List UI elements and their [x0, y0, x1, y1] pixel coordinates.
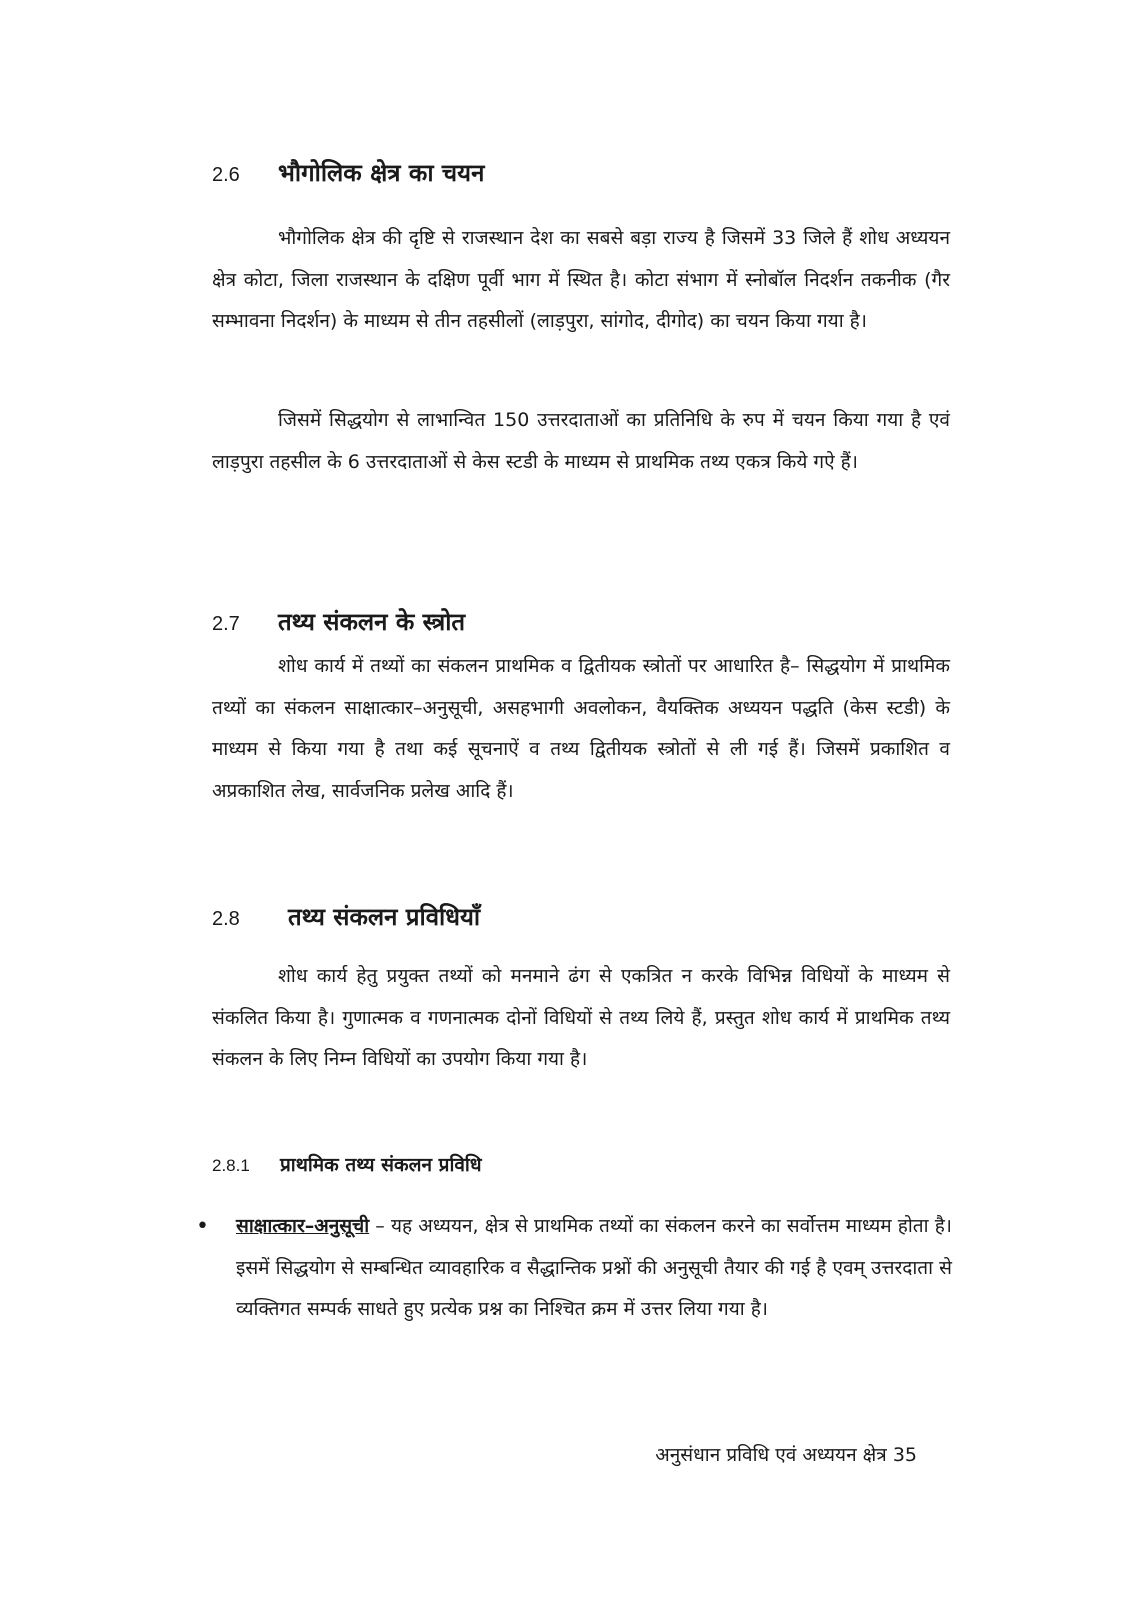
- section-number: 2.6: [212, 164, 240, 186]
- section-number: 2.7: [212, 613, 240, 635]
- bullet-description: – यह अध्ययन, क्षेत्र से प्राथमिक तथ्यों का संकलन करने का सर्वोत्तम माध्यम होता है। इसमें सिद्धयोग से सम्बन्धित व्यावहारिक व सैद्धान्तिक प्रश्नों की अनुसूची तैयार की गई है एवम् उत्तरदाता से व्यक्तिगत सम्पर्क साधते हुए प्रत्येक प्रश्न का निश्चित क्रम में उत्तर लिया गया है।: [236, 1215, 952, 1320]
- section-2-6-heading: [212, 158, 484, 190]
- running-title: अनुसंधान प्रविधि एवं अध्ययन क्षेत्र: [655, 1444, 887, 1466]
- section-title: भौगोलिक क्षेत्र का चयन: [278, 159, 485, 187]
- section-2-6-paragraph-2: जिसमें सिद्धयोग से लाभान्वित 150 उत्तरदाताओं का प्रतिनिधि के रुप में चयन किया गया है एवं लाड़पुरा तहसील के 6 उत्तरदाताओं से केस स्टडी के माध्यम से प्राथमिक तथ्य एकत्र किये गऐ हैं।: [212, 409, 950, 473]
- section-2-8-heading: [212, 902, 480, 934]
- section-2-7-heading: [212, 607, 465, 639]
- bullet-term: साक्षात्कार–अनुसूची: [236, 1215, 370, 1237]
- subsection-2-8-1-heading: [212, 1150, 482, 1181]
- section-number: 2.8: [212, 908, 240, 930]
- section-2-6-paragraph-1: भौगोलिक क्षेत्र की दृष्टि से राजस्थान देश का सबसे बड़ा राज्य है जिसमें 33 जिले हैं शोध अध्ययन क्षेत्र कोटा, जिला राजस्थान के दक्षिण पूर्वी भाग में स्थित है। कोटा संभाग में स्नोबॉल निदर्शन तकनीक (गैर सम्भावना निदर्शन) के माध्यम से तीन तहसीलों (लाड़पुरा, सांगोद, दीगोद) का चयन किया गया है।: [212, 227, 950, 332]
- subsection-number: 2.8.1: [212, 1156, 250, 1175]
- section-title: तथ्य संकलन के स्त्रोत: [278, 608, 466, 636]
- subsection-title: प्राथमिक तथ्य संकलन प्रविधि: [280, 1154, 482, 1176]
- page-number: 35: [892, 1444, 917, 1466]
- page-footer: [655, 1440, 917, 1470]
- bullet-list-item: [196, 1206, 952, 1331]
- section-2-7-paragraph: शोध कार्य में तथ्यों का संकलन प्राथमिक व द्वितीयक स्त्रोतों पर आधारित है– सिद्धयोग में प्राथमिक तथ्यों का संकलन साक्षात्कार–अनुसूची, असहभागी अवलोकन, वैयक्तिक अध्ययन पद्धति (केस स्टडी) के माध्यम से किया गया है तथा कई सूचनाऐं व तथ्य द्वितीयक स्त्रोतों से ली गई हैं। जिसमें प्रकाशित व अप्रकाशित लेख, सार्वजनिक प्रलेख आदि हैं।: [212, 655, 950, 802]
- section-title: तथ्य संकलन प्रविधियाँ: [288, 903, 481, 931]
- section-2-8-paragraph: शोध कार्य हेतु प्रयुक्त तथ्यों को मनमाने ढंग से एकत्रित न करके विभिन्न विधियों के माध्यम से संकलित किया है। गुणात्मक व गणनात्मक दोनों विधियों से तथ्य लिये हैं, प्रस्तुत शोध कार्य में प्राथमिक तथ्य संकलन के लिए निम्न विधियों का उपयोग किया गया है।: [212, 965, 950, 1070]
- bullet-text: [236, 1206, 952, 1331]
- bullet-icon: •: [196, 1214, 209, 1239]
